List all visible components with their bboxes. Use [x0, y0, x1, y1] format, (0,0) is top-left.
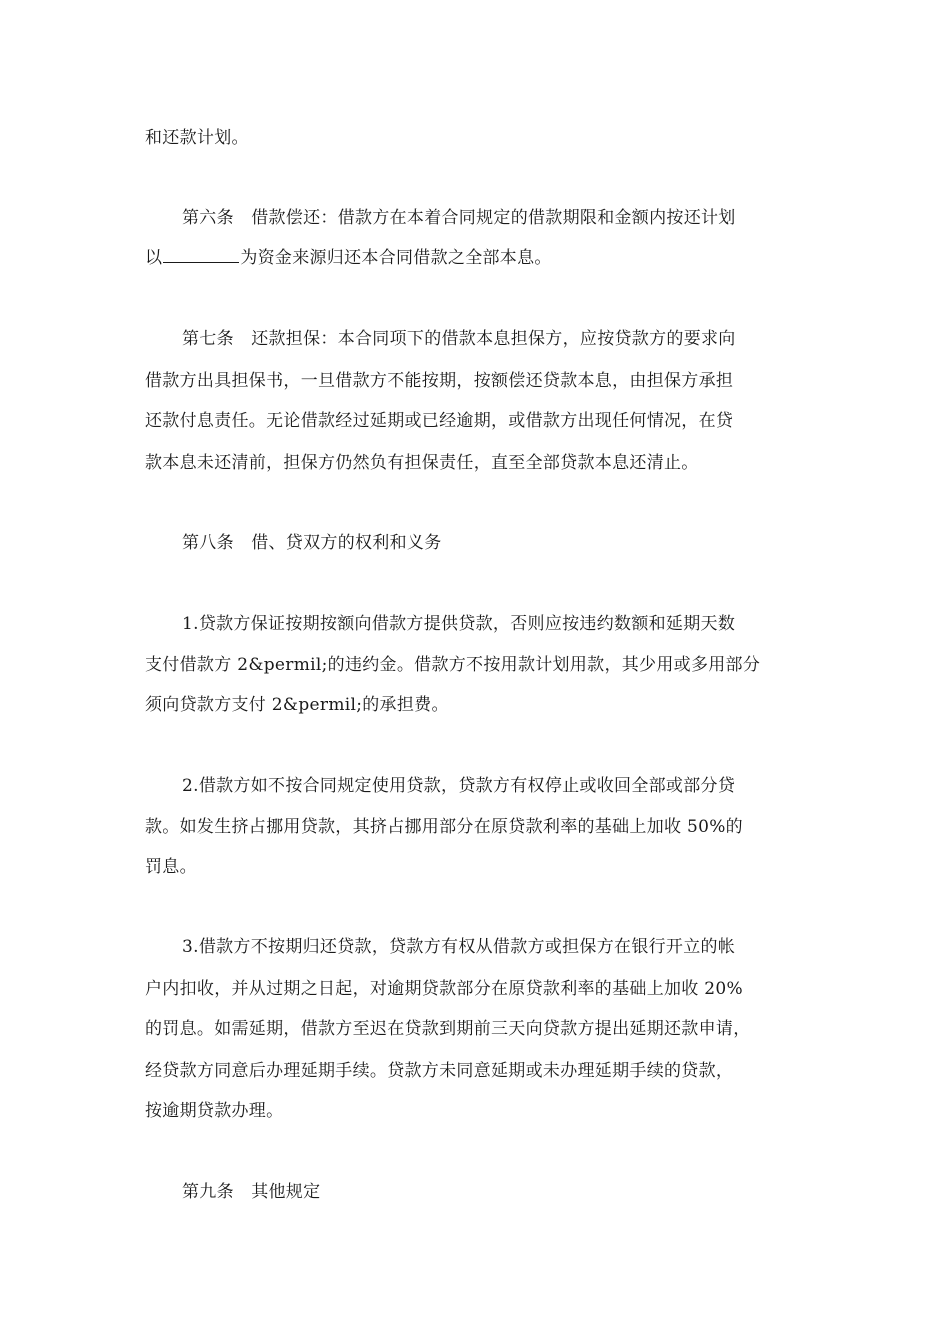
article-9-heading: 第九条 其他规定: [182, 1182, 321, 1202]
article-7-line-3: 还款付息责任。无论借款经过延期或已经逾期，或借款方出现任何情况，在贷: [145, 411, 734, 431]
article-8-item-2-line-3: 罚息。: [145, 857, 197, 877]
article-6-line-2: [145, 246, 552, 270]
article-6-prefix: 以: [145, 248, 163, 268]
paragraph-continuation: 和还款计划。: [145, 128, 249, 148]
article-8-item-1-line-2: 支付借款方 2&permil;的违约金。借款方不按用款计划用款，其少用或多用部分: [145, 655, 761, 675]
article-8-item-3-line-3: 的罚息。如需延期，借款方至迟在贷款到期前三天向贷款方提出延期还款申请，: [145, 1019, 751, 1039]
article-8-item-2-line-2: 款。如发生挤占挪用贷款，其挤占挪用部分在原贷款利率的基础上加收 50%的: [145, 817, 743, 837]
article-6-line-1: 第六条 借款偿还：借款方在本着合同规定的借款期限和金额内按还计划: [182, 208, 736, 228]
article-8-item-2-line-1: 2.借款方如不按合同规定使用贷款，贷款方有权停止或收回全部或部分贷: [182, 776, 736, 796]
article-8-item-3-line-4: 经贷款方同意后办理延期手续。贷款方未同意延期或未办理延期手续的贷款，: [145, 1061, 734, 1081]
article-7-line-1: 第七条 还款担保：本合同项下的借款本息担保方，应按贷款方的要求向: [182, 329, 736, 349]
article-7-line-4: 款本息未还清前，担保方仍然负有担保责任，直至全部贷款本息还清止。: [145, 453, 699, 473]
article-7-line-2: 借款方出具担保书，一旦借款方不能按期，按额偿还贷款本息，由担保方承担: [145, 371, 734, 391]
article-8-item-3-line-5: 按逾期贷款办理。: [145, 1101, 284, 1121]
article-8-heading: 第八条 借、贷双方的权利和义务: [182, 533, 442, 553]
article-8-item-3-line-1: 3.借款方不按期归还贷款，贷款方有权从借款方或担保方在银行开立的帐: [182, 937, 736, 957]
article-8-item-1-line-3: 须向贷款方支付 2&permil;的承担费。: [145, 695, 449, 715]
article-6-suffix: 为资金来源归还本合同借款之全部本息。: [240, 248, 552, 268]
fill-in-blank: [163, 246, 239, 263]
article-8-item-1-line-1: 1.贷款方保证按期按额向借款方提供贷款，否则应按违约数额和延期天数: [182, 614, 736, 634]
article-8-item-3-line-2: 户内扣收，并从过期之日起，对逾期贷款部分在原贷款利率的基础上加收 20%: [145, 979, 743, 999]
